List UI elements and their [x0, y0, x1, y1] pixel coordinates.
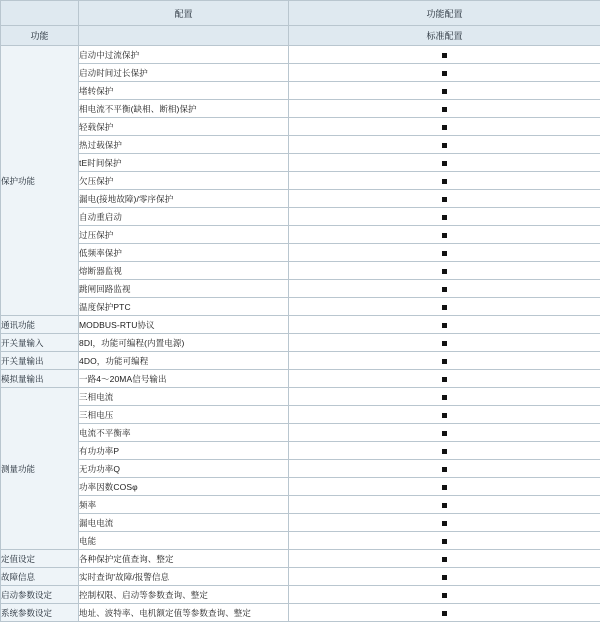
- standard-config-mark: [289, 298, 600, 316]
- standard-config-mark: [289, 208, 600, 226]
- header-sub-blank: [79, 26, 289, 46]
- feature-item: 过压保护: [79, 226, 289, 244]
- table-row: [1, 604, 600, 622]
- table-row: [1, 208, 600, 226]
- standard-config-mark: [289, 118, 600, 136]
- feature-item: 跳闸回路监视: [79, 280, 289, 298]
- filled-square-icon: [442, 125, 447, 130]
- table-body: [1, 46, 600, 622]
- group-label: 开关量输入: [1, 334, 79, 352]
- standard-config-mark: [289, 370, 600, 388]
- group-label: 模拟量输出: [1, 370, 79, 388]
- group-label: 系统参数设定: [1, 604, 79, 622]
- group-label: 定值设定: [1, 550, 79, 568]
- table-row: [1, 514, 600, 532]
- standard-config-mark: [289, 586, 600, 604]
- standard-config-mark: [289, 478, 600, 496]
- standard-config-mark: [289, 136, 600, 154]
- standard-config-mark: [289, 406, 600, 424]
- standard-config-mark: [289, 604, 600, 622]
- filled-square-icon: [442, 143, 447, 148]
- feature-item: MODBUS-RTU协议: [79, 316, 289, 334]
- standard-config-mark: [289, 460, 600, 478]
- table-row: [1, 406, 600, 424]
- standard-config-mark: [289, 100, 600, 118]
- filled-square-icon: [442, 197, 447, 202]
- feature-item: 漏电(接地故障)/零序保护: [79, 190, 289, 208]
- table-row: [1, 172, 600, 190]
- feature-item: 各种保护定值查询、整定: [79, 550, 289, 568]
- table-row: [1, 190, 600, 208]
- filled-square-icon: [442, 179, 447, 184]
- table-row: [1, 298, 600, 316]
- header-row-sub: [1, 26, 600, 46]
- table-row: [1, 532, 600, 550]
- standard-config-mark: [289, 442, 600, 460]
- standard-config-mark: [289, 46, 600, 64]
- table-row: [1, 424, 600, 442]
- standard-config-mark: [289, 550, 600, 568]
- standard-config-mark: [289, 334, 600, 352]
- table-row: [1, 586, 600, 604]
- filled-square-icon: [442, 431, 447, 436]
- group-label: 故障信息: [1, 568, 79, 586]
- filled-square-icon: [442, 161, 447, 166]
- standard-config-mark: [289, 280, 600, 298]
- table-row: [1, 118, 600, 136]
- filled-square-icon: [442, 539, 447, 544]
- filled-square-icon: [442, 341, 447, 346]
- filled-square-icon: [442, 413, 447, 418]
- table-row: [1, 568, 600, 586]
- feature-item: 电流不平衡率: [79, 424, 289, 442]
- standard-config-mark: [289, 514, 600, 532]
- feature-item: 熔断器监视: [79, 262, 289, 280]
- filled-square-icon: [442, 305, 447, 310]
- table-row: [1, 442, 600, 460]
- filled-square-icon: [442, 233, 447, 238]
- filled-square-icon: [442, 287, 447, 292]
- feature-item: 控制权限、启动等参数查询、整定: [79, 586, 289, 604]
- table-row: [1, 370, 600, 388]
- table-row: [1, 388, 600, 406]
- standard-config-mark: [289, 154, 600, 172]
- feature-item: 有功功率P: [79, 442, 289, 460]
- table-row: [1, 100, 600, 118]
- standard-config-mark: [289, 190, 600, 208]
- filled-square-icon: [442, 593, 447, 598]
- header-blank-cell: [1, 1, 79, 26]
- feature-item: 启动时间过长保护: [79, 64, 289, 82]
- filled-square-icon: [442, 485, 447, 490]
- standard-config-mark: [289, 388, 600, 406]
- standard-config-mark: [289, 532, 600, 550]
- filled-square-icon: [442, 71, 447, 76]
- feature-item: 低频率保护: [79, 244, 289, 262]
- table-row: [1, 244, 600, 262]
- filled-square-icon: [442, 89, 447, 94]
- filled-square-icon: [442, 467, 447, 472]
- standard-config-mark: [289, 352, 600, 370]
- table-row: [1, 496, 600, 514]
- feature-item: 热过载保护: [79, 136, 289, 154]
- group-label: 测量功能: [1, 388, 79, 550]
- group-label: 启动参数设定: [1, 586, 79, 604]
- table-row: [1, 226, 600, 244]
- feature-item: 8DI，功能可编程(内置电源): [79, 334, 289, 352]
- table-row: [1, 352, 600, 370]
- filled-square-icon: [442, 449, 447, 454]
- feature-item: 堵转保护: [79, 82, 289, 100]
- table-row: [1, 154, 600, 172]
- table-row: [1, 334, 600, 352]
- feature-item: 启动中过流保护: [79, 46, 289, 64]
- table-header: [1, 1, 600, 46]
- table-row: [1, 460, 600, 478]
- header-config: 配置: [79, 1, 289, 26]
- feature-item: 三相电流: [79, 388, 289, 406]
- feature-item: 地址、波特率、电机额定值等参数查询、整定: [79, 604, 289, 622]
- feature-item: 相电流不平衡(缺相、断相)保护: [79, 100, 289, 118]
- header-feature: 功能: [1, 26, 79, 46]
- standard-config-mark: [289, 244, 600, 262]
- table-row: [1, 262, 600, 280]
- feature-item: 漏电电流: [79, 514, 289, 532]
- header-row-top: [1, 1, 600, 26]
- standard-config-mark: [289, 496, 600, 514]
- feature-item: 功率因数COSφ: [79, 478, 289, 496]
- filled-square-icon: [442, 269, 447, 274]
- feature-item: 4DO，功能可编程: [79, 352, 289, 370]
- header-function-config: 功能配置: [289, 1, 600, 26]
- standard-config-mark: [289, 82, 600, 100]
- filled-square-icon: [442, 107, 447, 112]
- feature-item: 轻载保护: [79, 118, 289, 136]
- table-row: [1, 46, 600, 64]
- standard-config-mark: [289, 64, 600, 82]
- table-row: [1, 316, 600, 334]
- standard-config-mark: [289, 226, 600, 244]
- feature-item: 电能: [79, 532, 289, 550]
- table-row: [1, 550, 600, 568]
- filled-square-icon: [442, 53, 447, 58]
- feature-item: 无功功率Q: [79, 460, 289, 478]
- header-standard-config: 标准配置: [289, 26, 600, 46]
- filled-square-icon: [442, 323, 447, 328]
- filled-square-icon: [442, 251, 447, 256]
- filled-square-icon: [442, 611, 447, 616]
- group-label: 开关量输出: [1, 352, 79, 370]
- standard-config-mark: [289, 316, 600, 334]
- filled-square-icon: [442, 575, 447, 580]
- standard-config-mark: [289, 172, 600, 190]
- filled-square-icon: [442, 359, 447, 364]
- filled-square-icon: [442, 215, 447, 220]
- feature-item: 实时查询'故障/报警信息: [79, 568, 289, 586]
- filled-square-icon: [442, 377, 447, 382]
- table-row: [1, 280, 600, 298]
- table-row: [1, 82, 600, 100]
- table-row: [1, 136, 600, 154]
- feature-item: 欠压保护: [79, 172, 289, 190]
- filled-square-icon: [442, 557, 447, 562]
- filled-square-icon: [442, 521, 447, 526]
- filled-square-icon: [442, 503, 447, 508]
- table-row: [1, 478, 600, 496]
- feature-item: 三相电压: [79, 406, 289, 424]
- feature-item: 自动重启动: [79, 208, 289, 226]
- table-row: [1, 64, 600, 82]
- filled-square-icon: [442, 395, 447, 400]
- feature-item: 一路4～20MA信号输出: [79, 370, 289, 388]
- feature-item: 温度保护PTC: [79, 298, 289, 316]
- standard-config-mark: [289, 568, 600, 586]
- feature-item: tE时间保护: [79, 154, 289, 172]
- standard-config-mark: [289, 262, 600, 280]
- group-label: 保护功能: [1, 46, 79, 316]
- group-label: 通讯功能: [1, 316, 79, 334]
- feature-item: 频率: [79, 496, 289, 514]
- standard-config-mark: [289, 424, 600, 442]
